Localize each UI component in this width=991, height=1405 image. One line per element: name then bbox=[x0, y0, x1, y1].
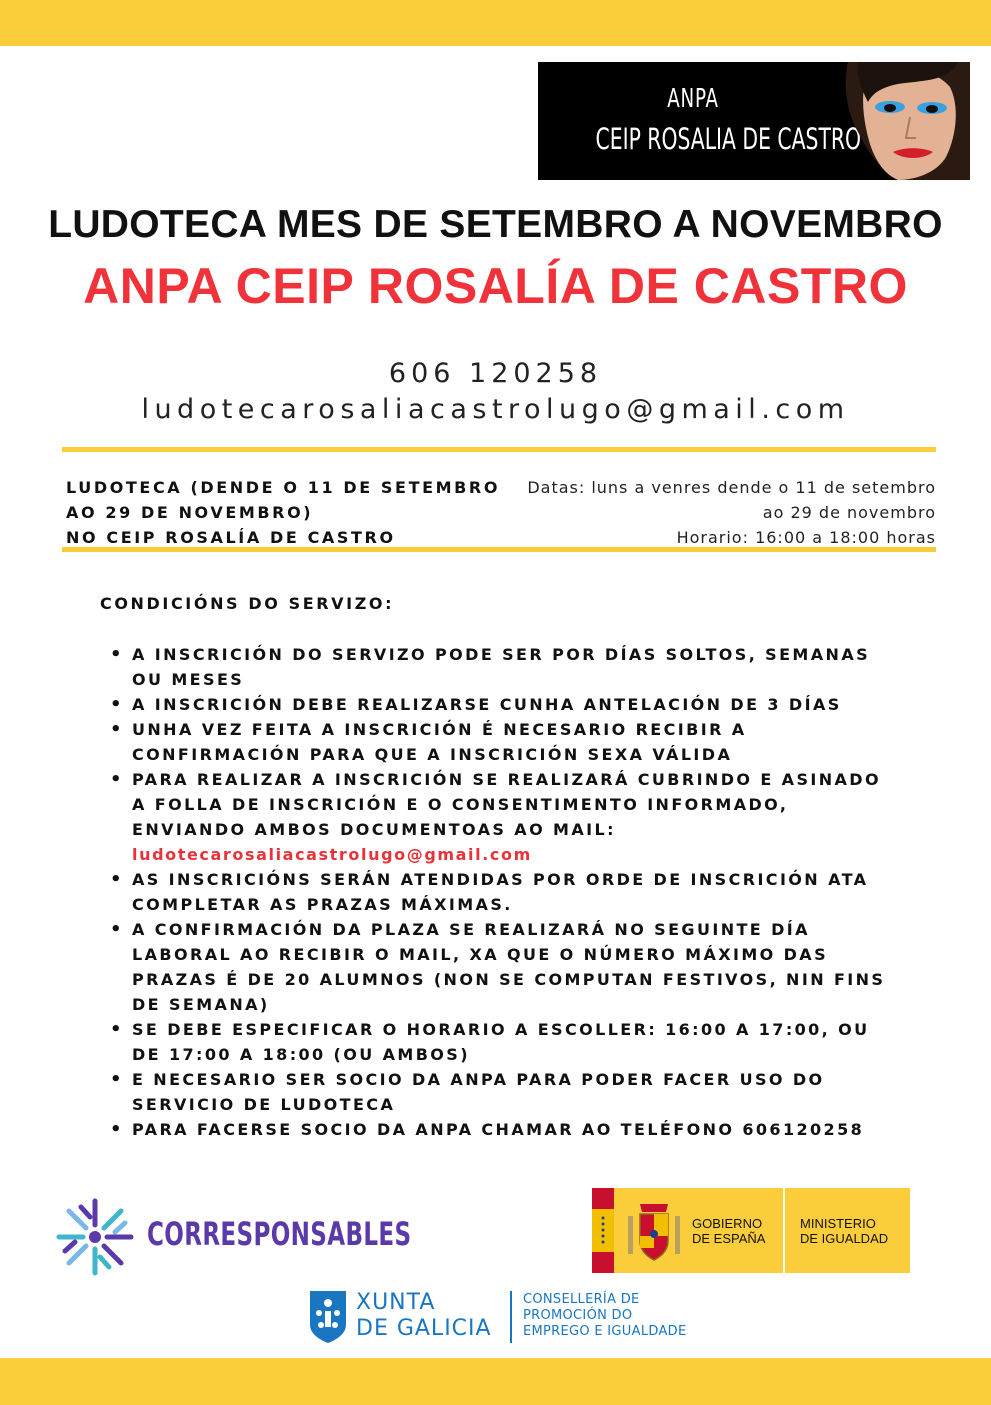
info-right-line: Datas: luns a venres dende o 11 de setembro bbox=[527, 478, 936, 497]
gobierno-label bbox=[692, 1216, 765, 1246]
info-left-line: NO CEIP ROSALÍA DE CASTRO bbox=[66, 528, 396, 547]
spain-flag-icon bbox=[592, 1188, 614, 1273]
info-left-line: LUDOTECA (DENDE O 11 DE SETEMBRO bbox=[66, 478, 501, 497]
list-item: • PARA FACERSE SOCIO DA ANPA CHAMAR AO TELÉFONO 606120258 bbox=[110, 1117, 900, 1142]
list-item bbox=[110, 767, 900, 867]
logo-line-2: CEIP ROSALIA DE CASTRO bbox=[595, 122, 862, 156]
corresponsables-label: CORRESPONSABLES bbox=[147, 1215, 412, 1253]
subtitle-anpa: ANPA CEIP ROSALÍA DE CASTRO bbox=[83, 258, 908, 314]
galicia-shield-icon bbox=[308, 1289, 348, 1345]
gobierno-line: GOBIERNO bbox=[692, 1216, 763, 1231]
conditions-heading: CONDICIÓNS DO SERVIZO: bbox=[100, 594, 395, 613]
top-yellow-band bbox=[0, 0, 991, 46]
corresponsables-logo bbox=[55, 1197, 412, 1277]
gobierno-line: DE ESPAÑA bbox=[692, 1231, 766, 1246]
gobierno-panel bbox=[614, 1188, 783, 1273]
list-item: • E NECESARIO SER SOCIO DA ANPA PARA PODER FACER USO DO SERVICIO DE LUDOTECA bbox=[110, 1067, 900, 1117]
ludoteca-info bbox=[66, 475, 506, 550]
ministerio-panel bbox=[785, 1188, 910, 1273]
list-item: • A INSCRICIÓN DEBE REALIZARSE CUNHA ANTELACIÓN DE 3 DÍAS bbox=[110, 692, 900, 717]
list-item: • A CONFIRMACIÓN DA PLAZA SE REALIZARÁ NO SEGUINTE DÍA LABORAL AO RECIBIR O MAIL, XA QUE O NÚMERO MÁXIMO DAS PRAZAS É DE 20 ALUMNOS (NON SE COMPUTAN FESTIVOS, NIN FINS DE SEMANA) bbox=[110, 917, 900, 1017]
ministerio-line: DE IGUALDAD bbox=[800, 1231, 889, 1246]
conselleria-line: PROMOCIÓN DO bbox=[523, 1308, 633, 1323]
anpa-logo bbox=[538, 62, 970, 180]
conselleria-label bbox=[523, 1292, 686, 1340]
list-item: • A INSCRICIÓN DO SERVIZO PODE SER POR DÍAS SOLTOS, SEMANAS OU MESES bbox=[110, 642, 900, 692]
schedule-info bbox=[516, 475, 936, 550]
gobierno-espana-logo bbox=[592, 1188, 910, 1273]
divider-bottom bbox=[62, 547, 936, 552]
xunta-separator bbox=[510, 1291, 512, 1343]
anpa-logo-text bbox=[595, 80, 862, 160]
info-left-line: AO 29 DE NOVEMBRO) bbox=[66, 503, 314, 522]
info-right-line: ao 29 de novembro bbox=[762, 503, 936, 522]
conditions-list bbox=[110, 642, 900, 1142]
ministerio-line: MINISTERIO bbox=[800, 1216, 876, 1231]
main-title: LUDOTECA MES DE SETEMBRO A NOVEMBRO bbox=[48, 203, 943, 246]
list-item: • SE DEBE ESPECIFICAR O HORARIO A ESCOLLER: 16:00 A 17:00, OU DE 17:00 A 18:00 (OU AMBOS) bbox=[110, 1017, 900, 1067]
contact-email[interactable]: ludotecarosaliacastrolugo@gmail.com bbox=[141, 394, 850, 425]
ministerio-label bbox=[800, 1216, 888, 1246]
info-right-line: Horario: 16:00 a 18:00 horas bbox=[676, 528, 936, 547]
conselleria-line: CONSELLERÍA DE bbox=[523, 1292, 640, 1307]
logo-line-1: ANPA bbox=[667, 84, 719, 114]
xunta-line: XUNTA bbox=[356, 1290, 436, 1315]
bottom-yellow-band bbox=[0, 1358, 991, 1405]
xunta-line: DE GALICIA bbox=[356, 1316, 492, 1341]
conselleria-line: EMPREGO E IGUALDADE bbox=[523, 1324, 687, 1339]
rosalia-portrait-icon bbox=[838, 62, 970, 180]
list-item: • UNHA VEZ FEITA A INSCRICIÓN É NECESARIO RECIBIR A CONFIRMACIÓN PARA QUE A INSCRICIÓN SEXA VÁLIDA bbox=[110, 717, 900, 767]
divider-top bbox=[62, 447, 936, 452]
xunta-label bbox=[356, 1290, 492, 1342]
xunta-galicia-logo bbox=[308, 1287, 728, 1347]
contact-phone: 606 120258 bbox=[388, 358, 603, 389]
list-item-text: PARA REALIZAR A INSCRICIÓN SE REALIZARÁ CUBRINDO E ASINADO A FOLLA DE INSCRICIÓN E O CONSENTIMENTO INFORMADO, ENVIANDO AMBOS DOCUMENTOAS AO MAIL: bbox=[132, 770, 881, 839]
coat-of-arms-icon bbox=[624, 1196, 684, 1266]
list-item: • AS INSCRICIÓNS SERÁN ATENDIDAS POR ORDE DE INSCRICIÓN ATA COMPLETAR AS PRAZAS MÁXIMAS. bbox=[110, 867, 900, 917]
corresponsables-star-icon bbox=[55, 1197, 135, 1277]
email-link[interactable]: ludotecarosaliacastrolugo@gmail.com bbox=[132, 845, 532, 864]
